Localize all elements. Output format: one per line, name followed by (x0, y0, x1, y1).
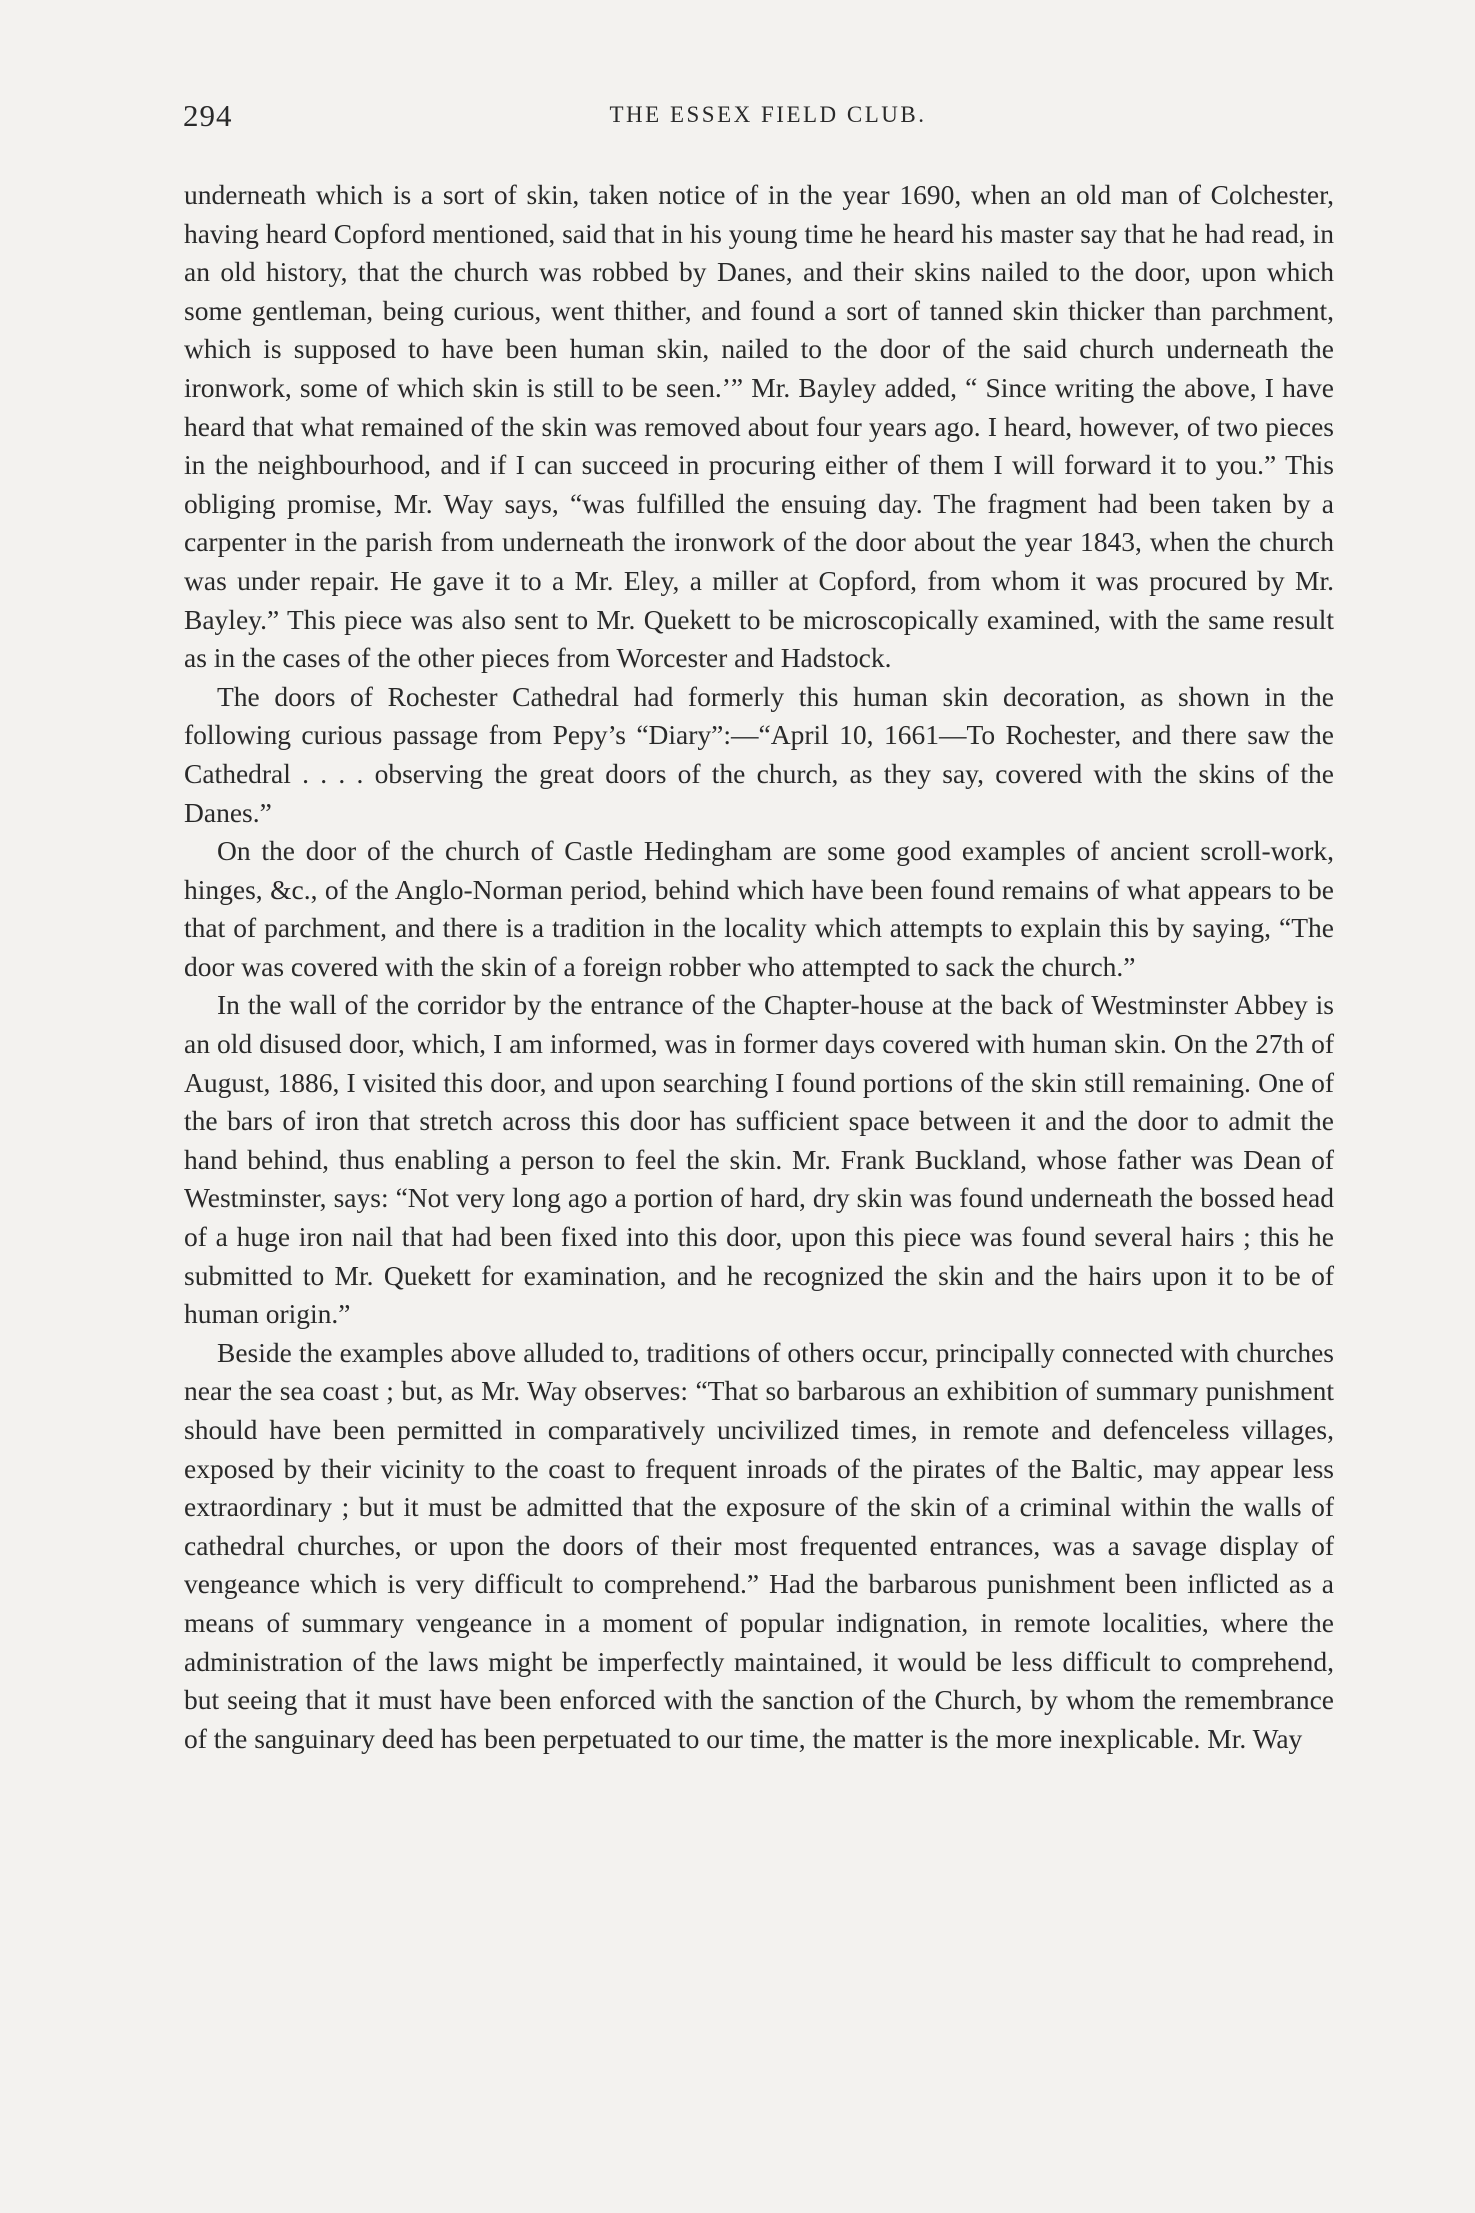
page-number: 294 (183, 98, 233, 133)
paragraph-westminster: In the wall of the corridor by the entrance of the Chapter-house at the back of Westminster Abbey is an old disused door, which, I am informed, was in former days covered with human skin. On the 27th of August, 1886, I visited this door, and upon searching I found portions of the skin still remaining. One of the bars of iron that stretch across this door has sufficient space between it and the door to admit the hand behind, thus enabling a person to feel the skin. Mr. Frank Buckland, whose father was Dean of Westminster, says: “Not very long ago a portion of hard, dry skin was found underneath the bossed head of a huge iron nail that had been fixed into this door, upon this piece was found several hairs ; this he submitted to Mr. Quekett for examination, and he recognized the skin and the hairs upon it to be of human origin.” (184, 989, 1334, 1330)
running-head: THE ESSEX FIELD CLUB. (609, 102, 927, 127)
body-text (184, 176, 1334, 1758)
page-header (183, 98, 1333, 138)
paragraph-continued: underneath which is a sort of skin, taken notice of in the year 1690, when an old man of Colchester, having heard Copford mentioned, said that in his young time he heard his master say that he had read, in an old history, that the church was robbed by Danes, and their skins nailed to the door, upon which some gentleman, being curious, went thither, and found a sort of tanned skin thicker than parchment, which is supposed to have been human skin, nailed to the door of the said church underneath the ironwork, some of which skin is still to be seen.’” Mr. Bayley added, “ Since writing the above, I have heard that what remained of the skin was removed about four years ago. I heard, however, of two pieces in the neighbourhood, and if I can succeed in procuring either of them I will forward it to you.” This obliging promise, Mr. Way says, “was fulfilled the ensuing day. The fragment had been taken by a carpenter in the parish from underneath the ironwork of the door about the year 1843, when the church was under repair. He gave it to a Mr. Eley, a miller at Copford, from whom it was procured by Mr. Bayley.” This piece was also sent to Mr. Quekett to be microscopically examined, with the same result as in the cases of the other pieces from Worcester and Hadstock. (184, 179, 1334, 674)
paragraph-rochester: The doors of Rochester Cathedral had formerly this human skin decoration, as shown in the following curious passage from Pepy’s “Diary”:—“April 10, 1661—To Rochester, and there saw the Cathedral . . . . observing the great doors of the church, as they say, covered with the skins of the Danes.” (184, 680, 1334, 828)
paragraph-traditions: Beside the examples above alluded to, traditions of others occur, principally connected with churches near the sea coast ; but, as Mr. Way observes: “That so barbarous an exhibition of summary punishment should have been permitted in comparatively uncivilized times, in remote and defenceless villages, exposed by their vicinity to the coast to frequent inroads of the pirates of the Baltic, may appear less extraordinary ; but it must be admitted that the exposure of the skin of a criminal within the walls of cathedral churches, or upon the doors of their most frequented entrances, was a savage display of vengeance which is very difficult to comprehend.” Had the barbarous punishment been inflicted as a means of summary vengeance in a moment of popular indignation, in remote localities, where the administration of the laws might be imperfectly maintained, it would be less difficult to comprehend, but seeing that it must have been enforced with the sanction of the Church, by whom the remembrance of the sanguinary deed has been perpetuated to our time, the matter is the more inexplicable. Mr. Way (184, 1336, 1334, 1754)
paragraph-castle-hedingham: On the door of the church of Castle Hedingham are some good examples of ancient scroll-work, hinges, &c., of the Anglo-Norman period, behind which have been found remains of what appears to be that of parchment, and there is a tradition in the locality which attempts to explain this by saying, “The door was covered with the skin of a foreign robber who attempted to sack the church.” (184, 835, 1334, 982)
